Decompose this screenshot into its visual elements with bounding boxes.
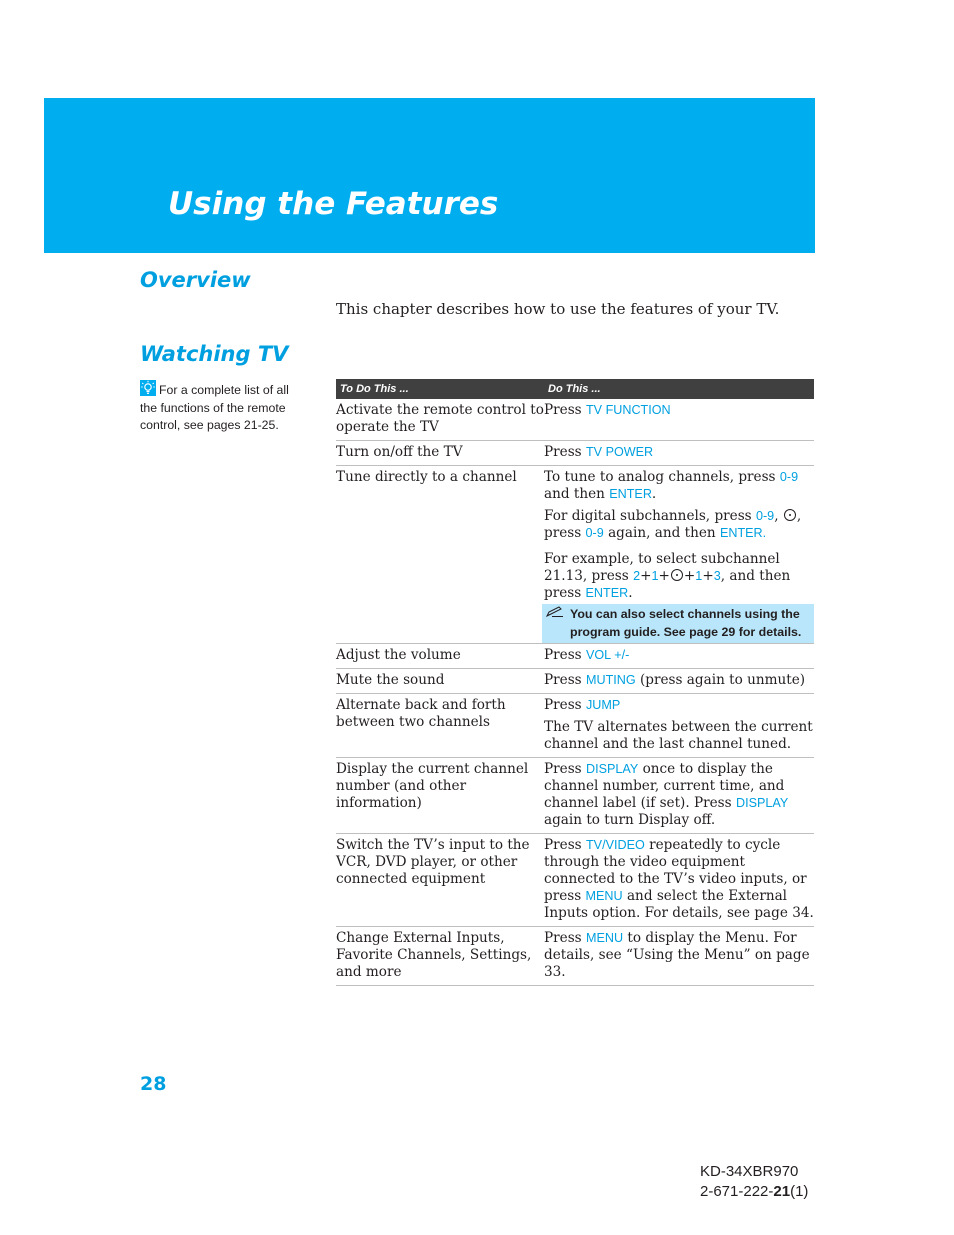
key-label: JUMP — [585, 698, 621, 712]
key-label: ENTER — [609, 487, 652, 501]
watching-tv-heading: Watching TV — [140, 342, 289, 366]
key-label: MENU — [585, 931, 624, 945]
part-number: 2-671-222-21(1) — [700, 1183, 809, 1200]
task-cell: Switch the TV’s input to the VCR, DVD player, or other connected equipment — [336, 837, 530, 887]
key-label: ENTER. — [719, 526, 767, 540]
key-label: 0-9 — [779, 470, 799, 484]
chapter-title: Using the Features — [168, 186, 499, 222]
dot-button-icon — [784, 509, 796, 521]
overview-heading: Overview — [140, 268, 251, 292]
action-cell — [544, 402, 814, 436]
action-text: Press — [544, 647, 582, 663]
table-row — [336, 441, 814, 466]
task-cell: Display the current channel number (and other information) — [336, 761, 529, 811]
table-row — [336, 758, 814, 834]
key-label: MUTING — [585, 673, 636, 687]
table-row — [336, 669, 814, 694]
page-number: 28 — [140, 1073, 167, 1095]
task-cell: Mute the sound — [336, 672, 445, 688]
model-number: KD-34XBR970 — [700, 1163, 799, 1180]
task-cell: Turn on/off the TV — [336, 444, 463, 460]
action-cell: Press MENU to display the Menu. For details, see “Using the Menu” on page 33. — [544, 930, 810, 980]
action-text: Press — [544, 444, 582, 460]
key-label: 2 — [633, 569, 641, 583]
table-header — [336, 379, 814, 399]
tip-sidebar — [140, 380, 290, 435]
key-label: 3 — [713, 569, 721, 583]
key-label: DISPLAY — [585, 762, 639, 776]
table-row — [336, 694, 814, 758]
key-label: TV FUNCTION — [585, 403, 671, 417]
key-label: ENTER — [585, 586, 629, 600]
tip-text: For a complete list of all the functions of the remote control, see pages 21-25. — [140, 383, 289, 432]
task-cell: Tune directly to a channel — [336, 469, 517, 485]
table-row — [336, 927, 814, 986]
analog-instruction: To tune to analog channels, press 0-9 and then ENTER. — [544, 469, 799, 502]
table-row — [336, 834, 814, 927]
action-cell — [544, 697, 814, 753]
task-cell: Activate the remote control to operate the TV — [336, 402, 544, 435]
action-cell: Press DISPLAY once to display the channel number, current time, and channel label (if set). Press DISPLAY again to turn Display off. — [544, 761, 789, 828]
overview-text: This chapter describes how to use the features of your TV. — [336, 300, 780, 318]
key-label: TV POWER — [585, 445, 654, 459]
action-text: Press — [544, 697, 582, 713]
column-header-task: To Do This ... — [340, 383, 409, 395]
digital-instruction: For digital subchannels, press 0-9, , press 0-9 again, and then ENTER. — [544, 508, 802, 541]
task-cell: Alternate back and forth between two channels — [336, 697, 506, 730]
action-cell — [544, 647, 814, 664]
table-row — [336, 644, 814, 669]
action-detail: The TV alternates between the current channel and the last channel tuned. — [544, 719, 813, 752]
key-label: 0-9 — [755, 509, 775, 523]
note-box — [542, 604, 814, 643]
action-cell: Press TV/VIDEO repeatedly to cycle through the video equipment connected to the TV’s video inputs, or press MENU and select the External Inputs option. For details, see page 34. — [544, 837, 814, 921]
dot-button-icon — [671, 569, 683, 581]
action-cell — [544, 672, 814, 689]
model-info — [700, 1162, 808, 1202]
task-cell: Adjust the volume — [336, 647, 461, 663]
features-table — [336, 379, 814, 986]
table-row — [336, 466, 814, 644]
action-text: Press — [544, 402, 582, 418]
key-label: TV/VIDEO — [585, 838, 645, 852]
key-label: 1 — [695, 569, 703, 583]
pencil-note-icon — [546, 605, 564, 623]
action-text: (press again to unmute) — [639, 672, 806, 688]
action-text: Press — [544, 672, 582, 688]
table-row — [336, 399, 814, 441]
key-label: VOL +/- — [585, 648, 630, 662]
note-text: You can also select channels using the program guide. See page 29 for details. — [570, 607, 802, 639]
key-label: MENU — [585, 889, 623, 903]
action-cell — [544, 444, 814, 461]
key-label: 1 — [651, 569, 659, 583]
key-label: DISPLAY — [735, 796, 789, 810]
key-label: 0-9 — [585, 526, 604, 540]
example-instruction: For example, to select subchannel 21.13, press 2+1+ +1+3, and then press ENTER. — [544, 551, 791, 601]
column-header-action: Do This ... — [548, 383, 601, 395]
action-cell — [544, 469, 814, 639]
task-cell: Change External Inputs, Favorite Channels, Settings, and more — [336, 930, 532, 980]
lightbulb-icon — [140, 380, 156, 396]
chapter-banner — [44, 98, 815, 253]
